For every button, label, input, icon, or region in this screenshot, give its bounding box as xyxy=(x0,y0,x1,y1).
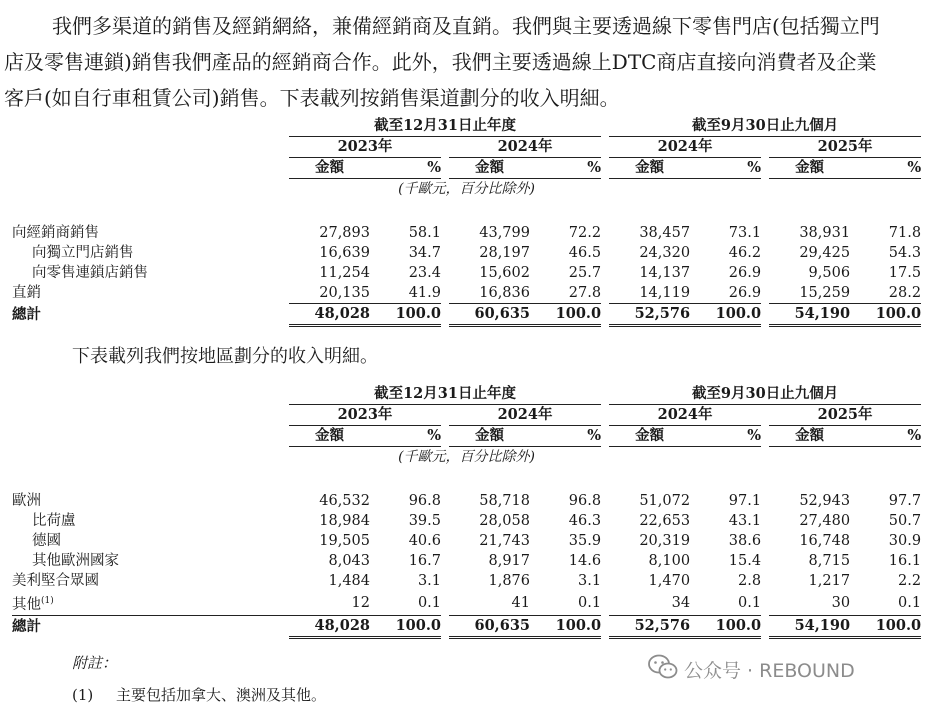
cell-value: 60,635 xyxy=(449,304,530,326)
footnote xyxy=(72,684,326,705)
year-header: 2024年 xyxy=(449,137,601,158)
cell-value: 16,748 xyxy=(799,533,851,549)
cell-value: 97.7 xyxy=(888,493,922,509)
row-label xyxy=(12,591,289,615)
row-label: 向零售連鎖店銷售 xyxy=(32,265,148,281)
cell-value: 11,254 xyxy=(319,265,370,281)
intro-line: 客戶(如自行車租賃公司)銷售。下表載列按銷售渠道劃分的收入明細。 xyxy=(4,86,620,110)
cell-value: 15,259 xyxy=(799,285,851,301)
cell-value: 58,718 xyxy=(479,493,530,509)
cell-value: 100.0 xyxy=(690,304,761,326)
cell-value: 28,197 xyxy=(479,245,530,261)
cell-value: 23.4 xyxy=(408,265,441,281)
cell-value: 30 xyxy=(769,591,850,615)
percent-header: % xyxy=(370,426,441,447)
cell-value: 34.7 xyxy=(408,245,441,261)
percent-header: % xyxy=(690,158,761,179)
cell-value: 14.6 xyxy=(568,553,602,569)
cell-value: 60,635 xyxy=(449,615,530,637)
cell-value: 28,058 xyxy=(479,513,530,529)
cell-value: 0.1 xyxy=(690,591,761,615)
row-label: 比荷盧 xyxy=(32,513,76,529)
cell-value: 43.1 xyxy=(728,513,762,529)
cell-value: 100.0 xyxy=(530,615,601,637)
table-row xyxy=(12,531,921,551)
cell-value: 38,931 xyxy=(799,225,851,241)
cell-value: 54,190 xyxy=(769,615,850,637)
cell-value: 17.5 xyxy=(888,265,922,281)
amount-header: 金額 xyxy=(769,426,850,447)
cell-value: 52,576 xyxy=(609,615,690,637)
cell-value: 15,602 xyxy=(479,265,530,281)
region-table-intro: 下表載列我們按地區劃分的收入明細。 xyxy=(72,346,378,367)
cell-value: 16,836 xyxy=(479,285,530,301)
cell-value: 39.5 xyxy=(408,513,441,529)
cell-value: 54,190 xyxy=(769,304,850,326)
period-header-fiscal-year: 截至12月31日止年度 xyxy=(289,116,601,137)
period-header-nine-months: 截至9月30日止九個月 xyxy=(609,384,921,405)
cell-value: 97.1 xyxy=(728,493,762,509)
cell-value: 8,043 xyxy=(328,553,370,569)
revenue-by-channel-table xyxy=(12,116,921,327)
row-label: 總計 xyxy=(12,305,41,323)
intro-paragraph xyxy=(0,8,936,116)
cell-value: 34 xyxy=(609,591,690,615)
percent-header: % xyxy=(530,158,601,179)
cell-value: 8,100 xyxy=(648,553,691,569)
cell-value: 3.1 xyxy=(417,573,441,589)
amount-header: 金額 xyxy=(289,158,370,179)
table-row xyxy=(12,511,921,531)
cell-value: 26.9 xyxy=(728,285,762,301)
cell-value: 58.1 xyxy=(408,225,441,241)
cell-value: 12 xyxy=(289,591,370,615)
cell-value: 16.7 xyxy=(408,553,441,569)
cell-value: 46,532 xyxy=(319,493,370,509)
period-header-fiscal-year: 截至12月31日止年度 xyxy=(289,384,601,405)
cell-value: 48,028 xyxy=(289,304,370,326)
amount-header: 金額 xyxy=(449,426,530,447)
cell-value: 19,505 xyxy=(319,533,370,549)
cell-value: 96.8 xyxy=(408,493,441,509)
cell-value: 22,653 xyxy=(639,513,691,529)
percent-header: % xyxy=(850,158,921,179)
cell-value: 27,480 xyxy=(799,513,851,529)
cell-value: 38.6 xyxy=(728,533,762,549)
year-header: 2023年 xyxy=(289,405,441,426)
table-row xyxy=(12,243,921,263)
cell-value: 1,876 xyxy=(488,573,530,589)
cell-value: 1,470 xyxy=(648,573,691,589)
cell-value: 1,484 xyxy=(328,573,370,589)
revenue-by-region-table xyxy=(12,384,921,639)
table-row xyxy=(12,571,921,591)
year-header: 2024年 xyxy=(449,405,601,426)
footnote-ref: (1) xyxy=(41,596,54,606)
footnote-text: 主要包括加拿大、澳洲及其他。 xyxy=(116,686,327,704)
cell-value: 9,506 xyxy=(808,265,851,281)
cell-value: 100.0 xyxy=(850,304,921,326)
row-label: 直銷 xyxy=(12,285,41,302)
cell-value: 21,743 xyxy=(479,533,530,549)
cell-value: 100.0 xyxy=(370,304,441,326)
cell-value: 54.3 xyxy=(888,245,922,261)
amount-header: 金額 xyxy=(449,158,530,179)
cell-value: 8,715 xyxy=(808,553,851,569)
cell-value: 3.1 xyxy=(578,573,602,589)
watermark-text: 公众号 · REBOUND xyxy=(684,659,855,682)
cell-value: 2.2 xyxy=(898,573,922,589)
cell-value: 48,028 xyxy=(289,615,370,637)
year-header: 2024年 xyxy=(609,137,761,158)
intro-line: 店及零售連鎖)銷售我們產品的經銷商合作。此外，我們主要透過線上DTC商店直接向消費者及企業 xyxy=(4,50,877,74)
cell-value: 40.6 xyxy=(408,533,441,549)
cell-value: 18,984 xyxy=(319,513,370,529)
table-row xyxy=(12,591,921,615)
table-row xyxy=(12,223,921,243)
cell-value: 27,893 xyxy=(319,225,370,241)
cell-value: 20,135 xyxy=(319,285,370,301)
percent-header: % xyxy=(690,426,761,447)
unit-note: (千歐元，百分比除外) xyxy=(398,449,536,465)
cell-value: 30.9 xyxy=(888,533,922,549)
cell-value: 8,917 xyxy=(488,553,530,569)
cell-value: 26.9 xyxy=(728,265,762,281)
cell-value: 46.2 xyxy=(728,245,762,261)
total-row xyxy=(12,304,921,326)
cell-value: 16.1 xyxy=(888,553,922,569)
row-label: 總計 xyxy=(12,617,41,635)
cell-value: 73.1 xyxy=(728,225,762,241)
table-row xyxy=(12,491,921,511)
cell-value: 14,137 xyxy=(639,265,691,281)
cell-value: 100.0 xyxy=(530,304,601,326)
cell-value: 0.1 xyxy=(370,591,441,615)
cell-value: 0.1 xyxy=(850,591,921,615)
cell-value: 41.9 xyxy=(408,285,441,301)
cell-value: 15.4 xyxy=(728,553,762,569)
intro-line: 我們多渠道的銷售及經銷網絡，兼備經銷商及直銷。我們與主要透過線下零售門店(包括獨立門 xyxy=(52,14,880,38)
percent-header: % xyxy=(530,426,601,447)
row-label: 向經銷商銷售 xyxy=(12,225,99,241)
cell-value: 71.8 xyxy=(888,225,922,241)
cell-value: 100.0 xyxy=(690,615,761,637)
cell-value: 28.2 xyxy=(888,285,922,301)
cell-value: 16,639 xyxy=(319,245,370,261)
amount-header: 金額 xyxy=(769,158,850,179)
amount-header: 金額 xyxy=(609,158,690,179)
unit-note: (千歐元，百分比除外) xyxy=(398,181,536,197)
cell-value: 41 xyxy=(449,591,530,615)
table-row xyxy=(12,283,921,304)
year-header: 2025年 xyxy=(769,137,921,158)
cell-value: 43,799 xyxy=(479,225,530,241)
row-label-text: 其他 xyxy=(12,596,41,613)
cell-value: 100.0 xyxy=(850,615,921,637)
row-label: 歐洲 xyxy=(12,493,41,509)
cell-value: 1,217 xyxy=(808,573,851,589)
table-row xyxy=(12,551,921,571)
year-header: 2024年 xyxy=(609,405,761,426)
footnote-number: (1) xyxy=(72,686,94,704)
watermark xyxy=(648,654,855,684)
total-row xyxy=(12,615,921,637)
cell-value: 20,319 xyxy=(639,533,691,549)
cell-value: 72.2 xyxy=(568,225,602,241)
row-label: 其他歐洲國家 xyxy=(32,553,119,569)
cell-value: 38,457 xyxy=(639,225,691,241)
amount-header: 金額 xyxy=(289,426,370,447)
table-row xyxy=(12,263,921,283)
cell-value: 50.7 xyxy=(888,513,922,529)
cell-value: 27.8 xyxy=(568,285,602,301)
cell-value: 2.8 xyxy=(738,573,762,589)
row-label: 美利堅合眾國 xyxy=(12,573,99,589)
cell-value: 96.8 xyxy=(568,493,602,509)
percent-header: % xyxy=(850,426,921,447)
cell-value: 100.0 xyxy=(370,615,441,637)
cell-value: 29,425 xyxy=(799,245,851,261)
cell-value: 51,072 xyxy=(639,493,691,509)
cell-value: 0.1 xyxy=(530,591,601,615)
cell-value: 24,320 xyxy=(639,245,691,261)
cell-value: 46.5 xyxy=(568,245,602,261)
cell-value: 35.9 xyxy=(568,533,602,549)
year-header: 2025年 xyxy=(769,405,921,426)
cell-value: 46.3 xyxy=(568,513,602,529)
year-header: 2023年 xyxy=(289,137,441,158)
wechat-icon xyxy=(648,654,678,685)
cell-value: 52,576 xyxy=(609,304,690,326)
period-header-nine-months: 截至9月30日止九個月 xyxy=(609,116,921,137)
row-label: 德國 xyxy=(32,533,61,549)
cell-value: 14,119 xyxy=(639,285,691,301)
row-label: 向獨立門店銷售 xyxy=(32,245,134,261)
cell-value: 52,943 xyxy=(799,493,851,509)
cell-value: 25.7 xyxy=(568,265,602,281)
amount-header: 金額 xyxy=(609,426,690,447)
notes-title: 附註： xyxy=(72,654,118,672)
percent-header: % xyxy=(370,158,441,179)
